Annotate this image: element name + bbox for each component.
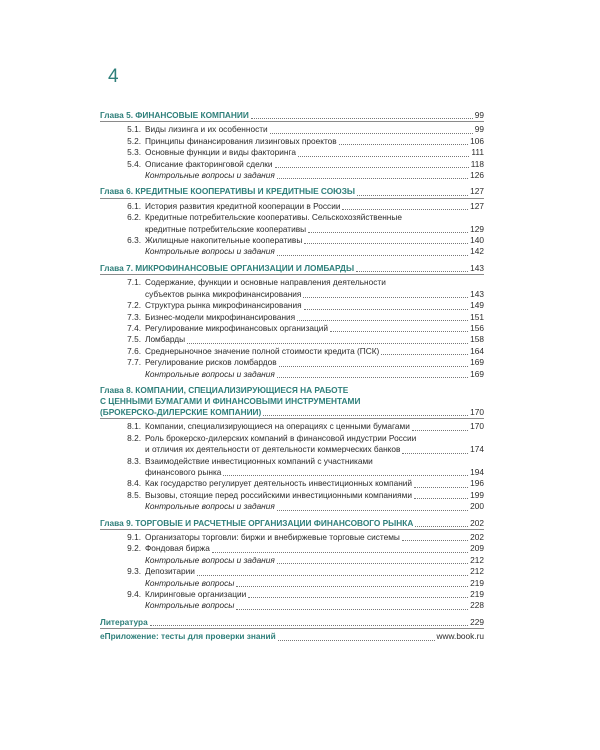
toc-entry-multiline[interactable]: 7.1. Содержание, функции и основные направления деятельности (127, 277, 386, 288)
chapter-title-line[interactable]: Глава 8. КОМПАНИИ, СПЕЦИАЛИЗИРУЮЩИЕСЯ НА РАБОТЕ (100, 384, 349, 395)
chapter-8 (100, 385, 484, 513)
chapter-page: 143 (470, 262, 484, 273)
toc-entry[interactable]: 5.2. Принципы финансирования лизинговых проектов 106 (127, 135, 484, 146)
page-number: 4 (108, 66, 119, 87)
toc-entry[interactable]: 7.3. Бизнес-модели микрофинансирования 151 (127, 311, 484, 322)
chapter-title: Глава 5. ФИНАНСОВЫЕ КОМПАНИИ (100, 110, 249, 120)
toc-entry[interactable]: 8.4. Как государство регулирует деятельность инвестиционных компаний 196 (127, 478, 484, 489)
chapter-6 (100, 186, 484, 257)
toc-entry-questions[interactable]: Контрольные вопросы и задания 169 (145, 368, 484, 379)
chapter-heading[interactable] (100, 518, 484, 530)
toc-entry-questions[interactable]: Контрольные вопросы и задания 212 (145, 554, 484, 565)
toc-entry[interactable]: 7.2. Структура рынка микрофинансирования 149 (127, 300, 484, 311)
toc-entry-questions[interactable]: Контрольные вопросы и задания 126 (145, 170, 484, 181)
chapter-title: Глава 7. МИКРОФИНАНСОВЫЕ ОРГАНИЗАЦИИ И ЛОМБАРДЫ (100, 262, 355, 273)
chapter-title: Глава 9. ТОРГОВЫЕ И РАСЧЕТНЫЕ ОРГАНИЗАЦИИ ФИНАНСОВОГО РЫНКА (100, 517, 414, 528)
literature-title: Литература (100, 616, 148, 627)
toc-entry[interactable]: 6.1. История развития кредитной кооперации в России 127 (127, 200, 484, 211)
toc-entry[interactable]: 7.5. Ломбарды 158 (127, 334, 484, 345)
chapter-heading[interactable] (100, 186, 484, 198)
literature-page: 229 (470, 616, 484, 627)
appendix-link[interactable]: www.book.ru (436, 631, 484, 642)
toc-entry[interactable]: 5.3. Основные функции и виды факторинга 111 (127, 147, 484, 158)
toc-entry-continuation[interactable]: финансового рынка 194 (145, 466, 484, 477)
appendix-entry[interactable] (100, 631, 484, 642)
toc-entry[interactable]: 9.2. Фондовая биржа 209 (127, 543, 484, 554)
chapter-7 (100, 263, 484, 380)
toc-entry[interactable]: 5.1. Виды лизинга и их особенности 99 (127, 124, 484, 135)
toc-entry[interactable]: 9.1. Организаторы торговли: биржи и внебиржевые торговые системы 202 (127, 532, 484, 542)
toc-entry[interactable]: 7.6. Среднерыночное значение полной стоимости кредита (ПСК) 164 (127, 345, 484, 356)
toc-entry[interactable]: 8.5. Вызовы, стоящие перед российскими инвестиционными компаниями 199 (127, 489, 484, 500)
chapter-title: Глава 6. КРЕДИТНЫЕ КООПЕРАТИВЫ И КРЕДИТНЫЕ СОЮЗЫ (100, 186, 356, 197)
toc-entry-questions[interactable]: Контрольные вопросы и задания 142 (145, 246, 484, 257)
appendix-title: еПриложение: тесты для проверки знаний (100, 631, 276, 642)
toc-entry-multiline[interactable]: 8.2. Роль брокерско-дилерских компаний в финансовой индустрии России (127, 432, 417, 443)
toc-entry-questions[interactable]: Контрольные вопросы 219 (145, 577, 484, 588)
chapter-title-line[interactable]: С ЦЕННЫМИ БУМАГАМИ И ФИНАНСОВЫМИ ИНСТРУМЕНТАМИ (100, 395, 361, 406)
toc-entry-questions[interactable]: Контрольные вопросы и задания 200 (145, 501, 484, 512)
toc-entry-questions[interactable]: Контрольные вопросы 228 (145, 600, 484, 611)
chapter-5 (100, 110, 484, 181)
toc-entry-multiline[interactable]: 6.2. Кредитные потребительские кооперативы. Сельскохозяйственные (127, 212, 402, 223)
chapter-title-line: (БРОКЕРСКО-ДИЛЕРСКИЕ КОМПАНИИ) (100, 406, 262, 417)
toc-entry-continuation[interactable]: и отличия их деятельности от деятельности коммерческих банков 174 (145, 444, 484, 455)
toc-entry[interactable]: 8.1. Компании, специализирующиеся на операциях с ценными бумагами 170 (127, 421, 484, 432)
literature-entry[interactable] (100, 617, 484, 629)
chapter-9 (100, 518, 484, 612)
toc-entry[interactable]: 7.4. Регулирование микрофинансовых организаций 156 (127, 322, 484, 333)
chapter-heading[interactable] (100, 263, 484, 275)
chapter-page: 170 (470, 406, 484, 417)
toc-entry-multiline[interactable]: 8.3. Взаимодействие инвестиционных компаний с участниками (127, 455, 373, 466)
chapter-page: 127 (470, 186, 484, 197)
toc-entry[interactable]: 9.3. Депозитарии 212 (127, 566, 484, 577)
toc-entry[interactable]: 9.4. Клиринговые организации 219 (127, 589, 484, 600)
chapter-page: 202 (470, 517, 484, 528)
chapter-heading[interactable] (100, 407, 484, 419)
toc-entry-continuation[interactable]: кредитные потребительские кооперативы 129 (145, 223, 484, 234)
toc-entry[interactable]: 7.7. Регулирование рисков ломбардов 169 (127, 357, 484, 368)
toc-entry-continuation[interactable]: субъектов рынка микрофинансирования 143 (145, 288, 484, 299)
chapter-heading[interactable] (100, 110, 484, 122)
toc-entry[interactable]: 5.4. Описание факторинговой сделки 118 (127, 158, 484, 169)
table-of-contents (100, 110, 484, 643)
chapter-page: 99 (474, 110, 484, 120)
toc-entry[interactable]: 6.3. Жилищные накопительные кооперативы 140 (127, 235, 484, 246)
